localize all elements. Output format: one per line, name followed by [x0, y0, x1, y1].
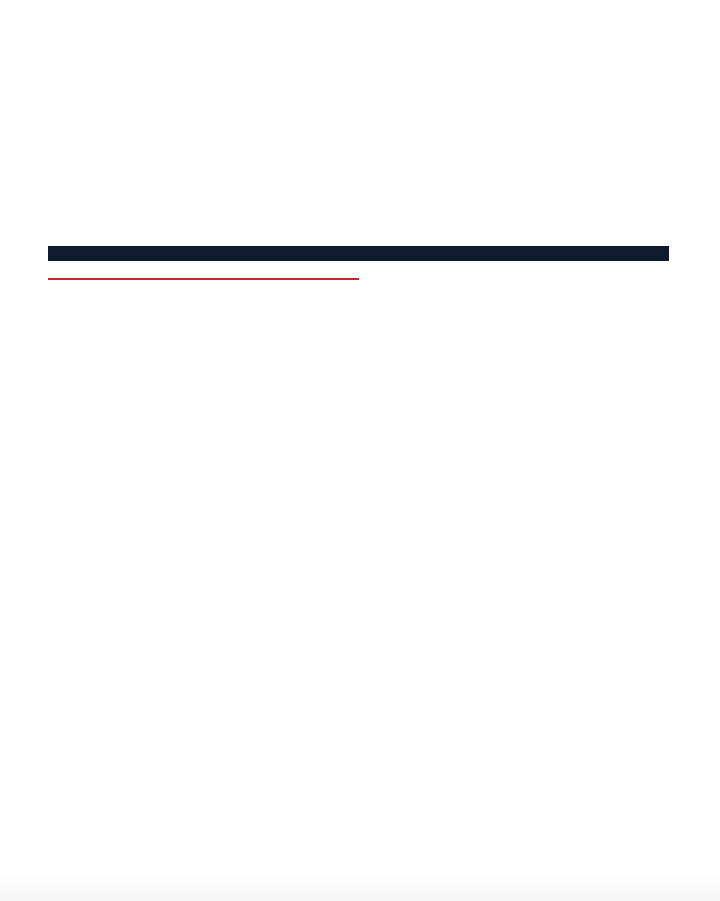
highlight-underline [48, 278, 359, 280]
alternates-header [48, 246, 669, 261]
page-bottom-fade [0, 872, 720, 901]
